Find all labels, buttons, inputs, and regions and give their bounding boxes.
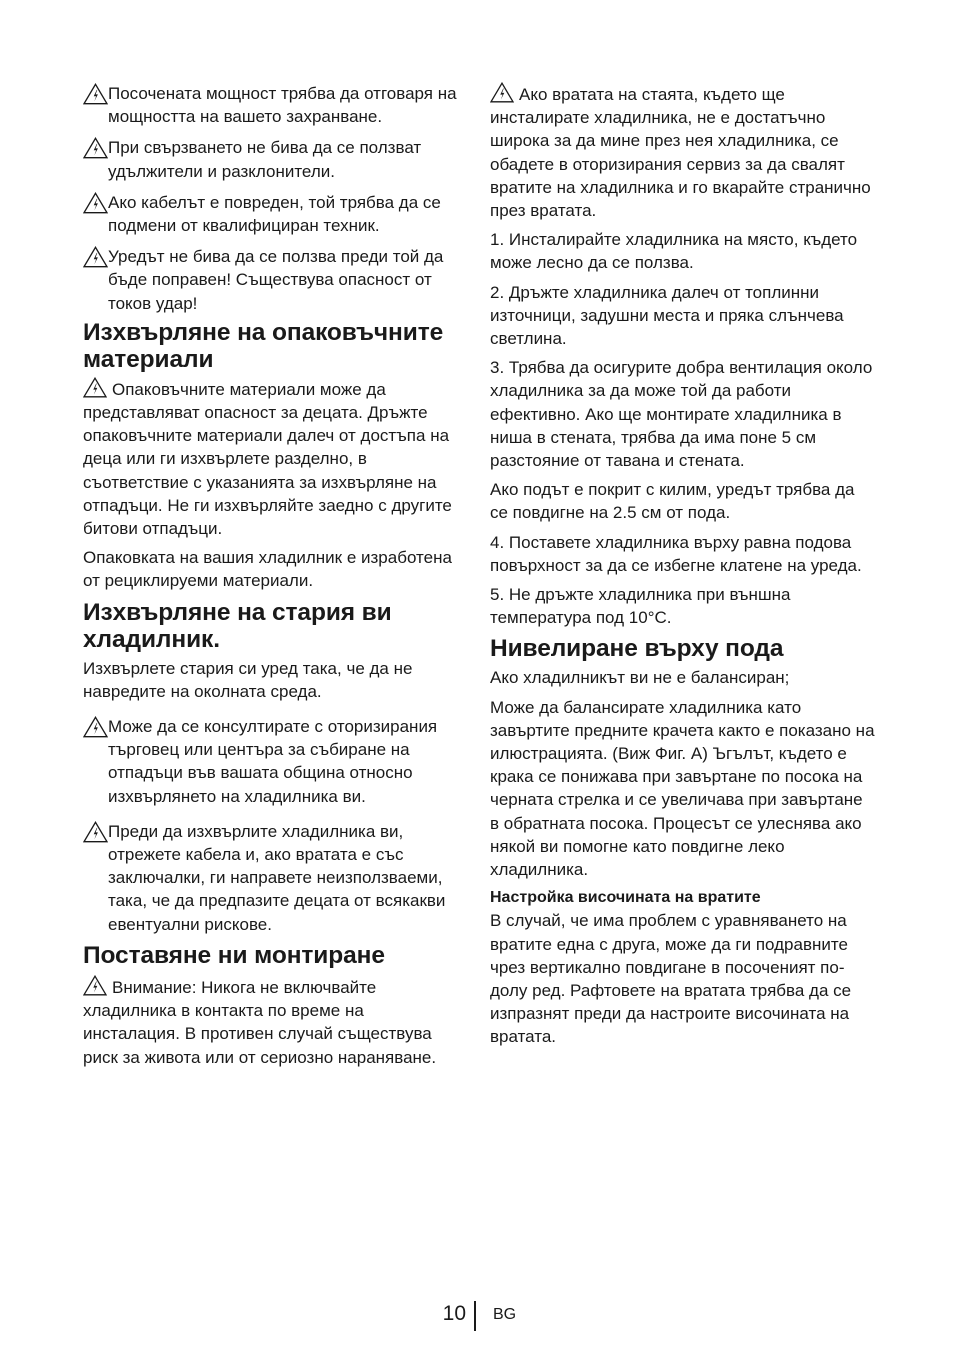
page-footer [0, 1301, 954, 1331]
packaging-warning [83, 377, 465, 540]
door-height-text: В случай, че има проблем с уравняването на вратите една с друга, може да ги подравните чрез вертикално повдигане в посоченият по-долу ред. Рафтовете на вратата трябва да се изпразнят преди да настроите височината на вратата. [490, 911, 852, 1047]
warning-text: Ако кабелът е повреден, той трябва да се подмени от квалифициран техник. [108, 192, 441, 236]
step-item: 5. Не дръжте хладилника при външна температура под 10°C. [490, 585, 791, 628]
leveling-text-2: Може да балансирате хладилника като завъртите предните крачета както е показано на илюстрацията. (Виж Фиг. А) Ъгълът, където е крака се понижава при завъртане по посока на черната стрелка и се увеличава при завъртане в обратната посока. Процесът се улеснява ако някой ви помогне като повдигне леко хладилника. [490, 697, 875, 880]
leveling-heading: Нивелиране върху пода [490, 635, 784, 663]
installation-warning-text: Внимание: Никога не включвайте хладилника в контакта по време на инсталация. В противен случай съществува риск за живота или от сериозно нараняване. [83, 977, 437, 1067]
electric-warning-icon [83, 377, 107, 398]
step-item: 2. Дръжте хладилника далеч от топлинни източници, задушни места и пряка слънчева светлина. [490, 282, 844, 349]
warning-block [83, 191, 465, 237]
door-warning-text: Ако вратата на стаята, където ще инсталирате хладилника, не е достатъчно широка за да мине през нея хладилника, се обадете в оторизирания сервиз за да свалят вратите на хладилника и го вкарайте странично през вратата. [490, 85, 871, 221]
electric-warning-icon [83, 192, 108, 214]
door-warning [490, 82, 876, 222]
electric-warning-icon [83, 83, 108, 105]
warning-text: Може да се консултирате с оторизирания търговец или центъра за събиране на отпадъци във вашата община относно изхвърлянето на хладилника ви. [108, 717, 438, 806]
warning-block [83, 820, 465, 936]
step-item: 4. Поставете хладилника върху равна подова повърхност за да се избегне клатене на уреда. [490, 532, 862, 575]
warning-text: Посочената мощност трябва да отговаря на мощността на вашето захранване. [108, 84, 457, 127]
footer-divider [474, 1301, 476, 1331]
warning-block [83, 715, 465, 808]
electric-warning-icon [490, 82, 514, 103]
electric-warning-icon [83, 821, 108, 843]
old-fridge-text: Изхвърлете стария си уред така, че да не навредите на околната среда. [83, 658, 413, 701]
step-item: 1. Инсталирайте хладилника на място, където може лесно да се ползва. [490, 230, 858, 273]
door-height-heading: Настройка височината на вратите [490, 889, 761, 907]
page-number: 10 [442, 1302, 466, 1325]
installation-warning [83, 975, 465, 1069]
packaging-warning-text: Опаковъчните материали може да представляват опасност за децата. Дръжте опаковъчните материали далеч от достъпа на деца или ги изхвърлете разделно, в съответствие с указанията за изхвърляне на отпадъци. Не ги изхвърляйте заедно с другите битови отпадъци. [83, 379, 452, 539]
warning-text: Преди да изхвърлите хладилника ви, отрежете кабела и, ако вратата е със заключалки, ги направете неизползваеми, така, че да предпазите децата от всякакви евентуални рискове. [108, 821, 446, 934]
warning-block [83, 245, 465, 315]
warning-block [83, 136, 465, 182]
warning-text: При свързването не бива да се ползват удължители и разклонители. [108, 138, 422, 181]
packaging-text: Опаковката на вашия хладилник е изработена от рециклируеми материали. [83, 548, 452, 591]
warning-text: Уредът не бива да се ползва преди той да бъде поправен! Съществува опасност от токов удар! [108, 247, 444, 313]
electric-warning-icon [83, 975, 107, 996]
step-item: Ако подът е покрит с килим, уредът трябва да се повдигне на 2.5 см от пода. [490, 480, 855, 523]
electric-warning-icon [83, 716, 108, 738]
packaging-heading: Изхвърляне на опаковъчните материали [83, 318, 444, 373]
electric-warning-icon [83, 137, 108, 159]
warning-block [83, 82, 465, 128]
step-item: 3. Трябва да осигурите добра вентилация около хладилника за да може той да работи ефективно. Ако ще монтирате хладилника в ниша в стената, трябва да има поне 5 см разстояние от тавана и стената. [490, 358, 873, 471]
old-fridge-heading: Изхвърляне на стария ви хладилник. [83, 598, 392, 653]
electric-warning-icon [83, 246, 108, 268]
installation-heading: Поставяне ни монтиране [83, 941, 385, 969]
right-column [490, 82, 876, 1055]
left-column [83, 82, 465, 1075]
language-code: BG [493, 1306, 517, 1323]
leveling-text-1: Ако хладилникът ви не е балансиран; [490, 668, 790, 688]
